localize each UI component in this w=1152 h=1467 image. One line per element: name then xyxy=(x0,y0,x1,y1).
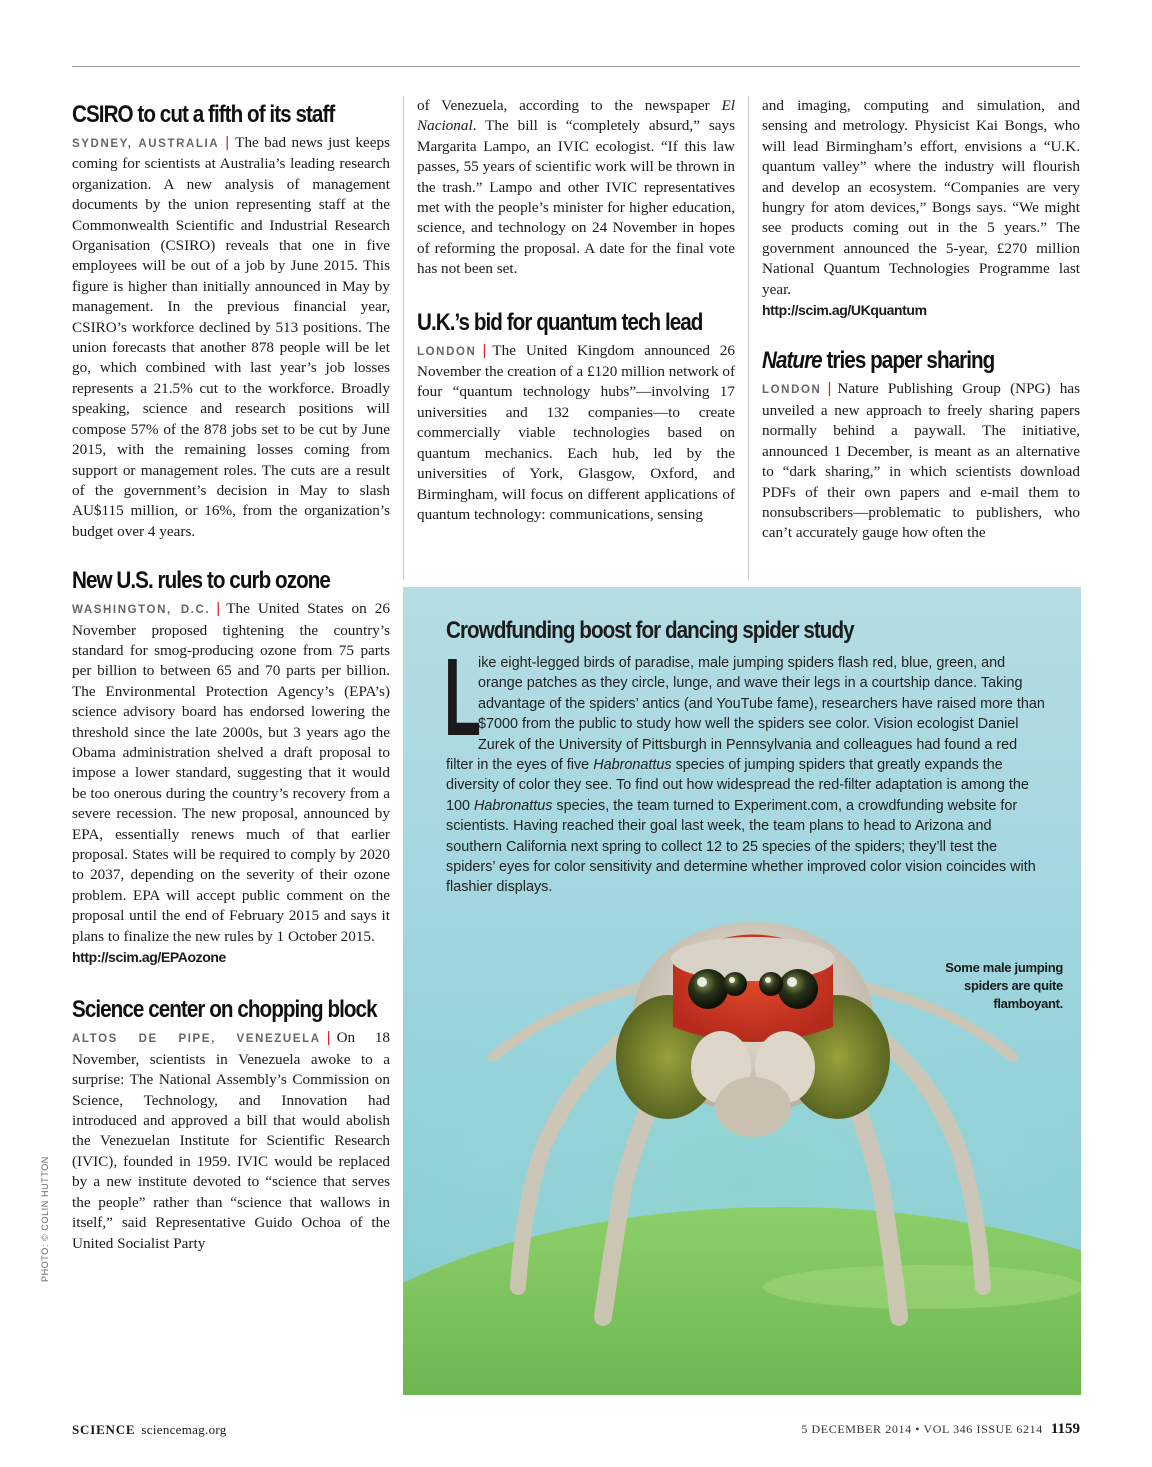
body-text: The United States on 26 November proposed tightening the country’s standard for smog-producing ozone from 75 parts per billion to between 65 and 70 parts per billion. The Environmental Protection Agency’s (EPA’s) science advisory board has endorsed lowering the threshold since the late 2000s, but 3 years ago the Obama administration shelved a draft proposal to impose a lower standard, suggesting that it would be too onerous during the country’s recovery from a severe recession. The new proposal, announced by EPA, essentially renews much of that earlier proposal. States will be required to comply by 2020 to 2037, depending on the severity of their ozone problem. EPA will accept public comment on the proposal until the end of February 2015 and says it plans to finalize the new rules by 1 October 2015. xyxy=(72,600,390,945)
story-body-venezuela-cont xyxy=(417,96,735,280)
story-body-quantum-cont xyxy=(762,96,1080,300)
headline-venezuela: Science center on chopping block xyxy=(72,996,377,1024)
dateline: WASHINGTON, D.C. xyxy=(72,604,211,617)
headline-nature xyxy=(762,346,1035,376)
body-text: The United Kingdom announced 26 November the creation of a £120 million network of four “quantum technology hubs”—involving 17 universities and 132 companies—to create commercially viable technologies based on quantum mechanics. Each hub, led by the universities of York, Glasgow, Oxford, and Birmingham, will focus on different applications of quantum technology: communications, sensing xyxy=(417,341,736,523)
link-ukquantum[interactable]: http://scim.ag/UKquantum xyxy=(762,302,927,319)
sidebar-headline: Crowdfunding boost for dancing spider study xyxy=(446,617,854,644)
body-text: and imaging, computing and simulation, and sensing and metrology. Physicist Kai Bongs, who will lead Birmingham’s effort, envisions a “U.K. quantum valley” where the industry will flourish and develop an ecosystem. “Companies are very hungry for atom devices,” Bongs says. “We might see products coming out in the 5 years.” The government announced the 5-year, £270 million National Quantum Technologies Programme last year. xyxy=(762,97,1080,298)
body-text: of Venezuela, according to the newspaper xyxy=(417,97,722,114)
headline-ozone: New U.S. rules to curb ozone xyxy=(72,567,330,595)
body-text: Nature Publishing Group (NPG) has unveiled a new approach to freely sharing papers normally behind a paywall. The initiative, announced 1 December, is meant as an alternative to “dark sharing,” in which scientists download PDFs of their own papers and e-mail them to nonsubscribers—problematic to publishers, who can’t accurately gauge how often the xyxy=(762,380,1080,542)
photo-caption: Some male jumping spiders are quite flamboyant. xyxy=(945,960,1063,1011)
story-nature xyxy=(762,346,1080,543)
column-1 xyxy=(72,100,390,1254)
headline-italic: Nature xyxy=(762,347,822,375)
page-number: 1159 xyxy=(1050,1421,1080,1437)
story-body-quantum xyxy=(417,341,735,526)
headline-rest: tries paper sharing xyxy=(821,347,995,375)
species-name: Habronattus xyxy=(593,757,672,774)
photo-credit: PHOTO: © COLIN HUTTON xyxy=(40,1156,50,1282)
dateline-separator: | xyxy=(326,1029,331,1047)
story-body-csiro xyxy=(72,133,390,542)
dateline-separator: | xyxy=(225,134,230,151)
body-text: species, the team turned to Experiment.com, a crowdfunding website for scientists. Having reached their goal last week, the team plans to head to Arizona and southern California next spring to collect 12 to 25 species of the spiders; they’ll test the spiders’ eyes for color sensitivity and determine whether improved color vision coincides with flashier displays. xyxy=(446,797,1036,896)
journal-name: SCIENCE xyxy=(72,1422,136,1437)
dateline-separator: | xyxy=(482,341,487,359)
dateline: SYDNEY, AUSTRALIA xyxy=(72,138,220,150)
link-epaozone[interactable]: http://scim.ag/EPAozone xyxy=(72,949,226,966)
story-csiro xyxy=(72,100,390,542)
column-2 xyxy=(417,96,735,525)
column-divider-2 xyxy=(748,96,749,580)
column-3 xyxy=(762,96,1080,544)
footer-left xyxy=(72,1422,227,1438)
body-text: species of jumping spiders that greatly expands the diversity of color they see. To find out how widespread the red-filter adaptation is among the 100 xyxy=(446,757,1029,814)
story-quantum xyxy=(417,308,735,526)
story-body-venezuela xyxy=(72,1028,390,1253)
newspaper-name: El Nacional xyxy=(417,97,735,135)
sidebar-body xyxy=(444,636,1046,898)
headline-quantum: U.K.’s bid for quantum tech lead xyxy=(417,308,703,336)
dateline-separator: | xyxy=(827,380,832,398)
story-ozone xyxy=(72,566,390,967)
body-text: On 18 November, scientists in Venezuela awoke to a surprise: The National Assembly’s Commission on Science, Technology, and Innovation had introduced and approved a bill that would abolish the Venezuelan Institute for Scientific Research (IVIC), founded in 1959. IVIC would be replaced by a new institute devoted to “science that serves the people” rather than “science that wallows in itself,” said Representative Guido Ochoa of the United Socialist Party xyxy=(72,1029,391,1252)
issue-info: 5 DECEMBER 2014 • VOL 346 ISSUE 6214 xyxy=(801,1422,1043,1436)
body-text: The bad news just keeps coming for scientists at Australia’s leading research organization. A new analysis of management documents by the union representing staff at the Commonwealth Scientific and Industrial Research Organisation (CSIRO) reveals that one in five employees will be out of a job by June 2015. This figure is higher than initially announced in May by management. In the previous financial year, CSIRO’s workforce declined by 513 positions. The union forecasts that another 878 people will be let go, which combined with last year’s job losses represents a 21.5% cut to the workforce. Broadly speaking, science and research positions will compose 57% of the 878 jobs set to be cut by June 2015, with the remaining losses coming from support or management roles. The cuts are a result of the government’s decision in May to slash AU$115 million, or 16%, from the organization’s budget over 4 years. xyxy=(72,134,390,540)
website: sciencemag.org xyxy=(141,1422,227,1437)
story-body-nature xyxy=(762,379,1080,543)
dateline: LONDON xyxy=(762,384,822,397)
story-venezuela xyxy=(72,995,390,1253)
sidebar-box xyxy=(403,587,1081,1395)
column-divider-1 xyxy=(403,96,404,580)
top-rule xyxy=(72,66,1080,67)
drop-cap: L xyxy=(444,636,481,759)
headline-csiro: CSIRO to cut a fifth of its staff xyxy=(72,101,335,128)
dateline: LONDON xyxy=(417,345,477,358)
body-text: ike eight-legged birds of paradise, male jumping spiders flash red, blue, green, and orange patches as they circle, lunge, and wave their legs in a courtship dance. Taking advantage of the spiders’ antics (and YouTube fame), researchers have raised more than $7000 from the public to study how well the spiders see color. Vision ecologist Daniel Zurek of the University of Pittsburgh in Pennsylvania and colleagues had found a red filter in the eyes of five xyxy=(446,655,1045,774)
dateline-separator: | xyxy=(216,600,221,618)
species-name: Habronattus xyxy=(474,797,553,814)
footer-right xyxy=(801,1421,1080,1438)
story-body-ozone xyxy=(72,599,390,947)
body-text: . The bill is “completely absurd,” says Margarita Lampo, an IVIC ecologist. “If this law passes, 55 years of scientific work will be thrown in the trash.” Lampo and other IVIC representatives met with the people’s minister for higher education, science, and technology on 24 November in hopes of reforming the proposal. A date for the final vote has not been set. xyxy=(417,117,735,278)
dateline: ALTOS DE PIPE, VENEZUELA xyxy=(72,1033,321,1046)
